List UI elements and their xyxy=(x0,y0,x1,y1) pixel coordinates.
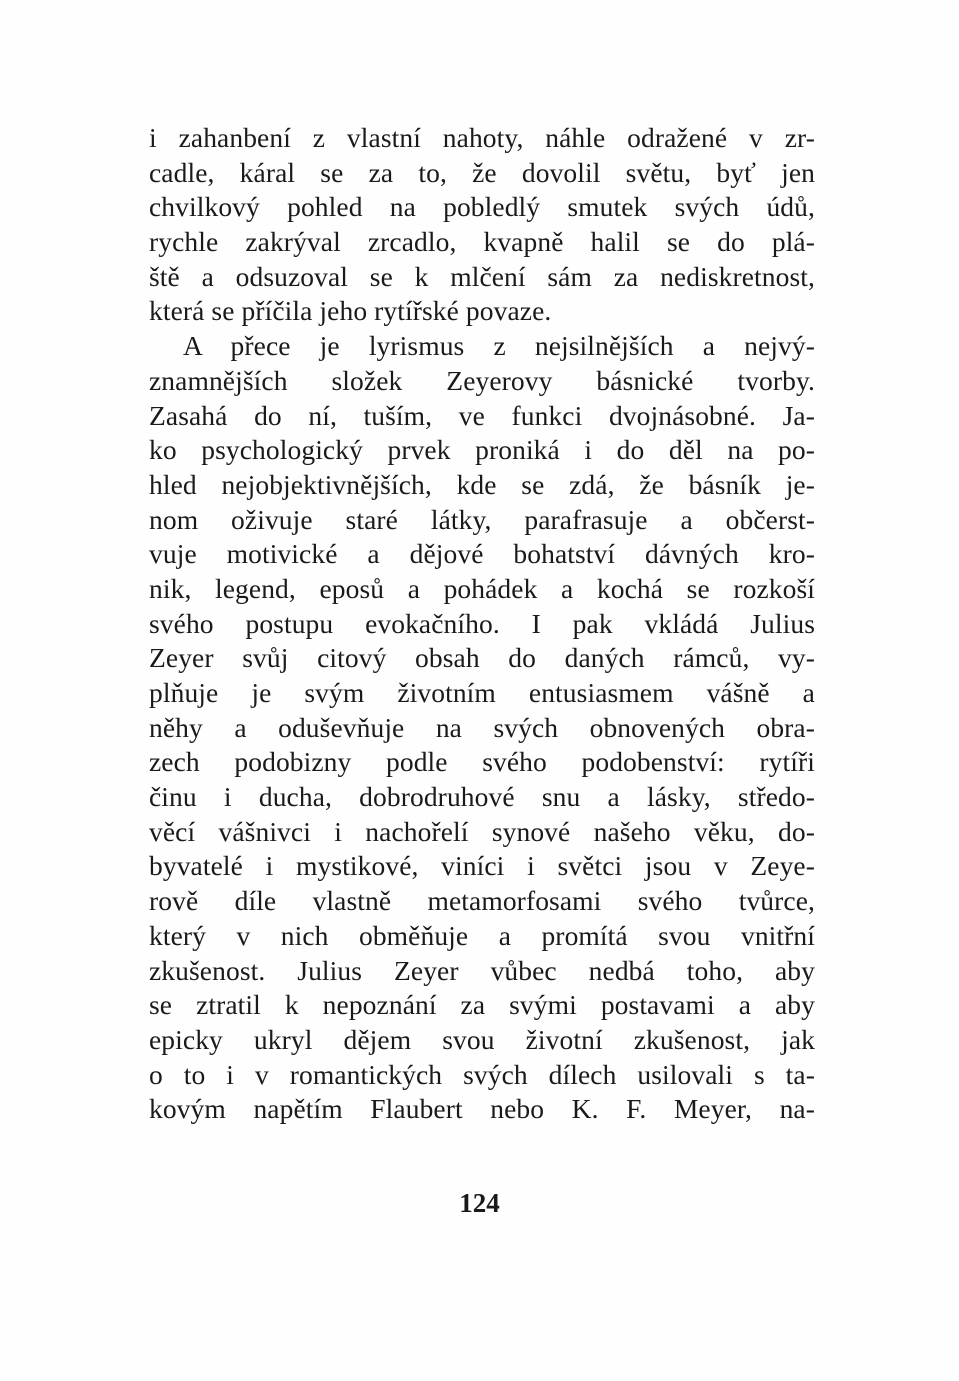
text-line: který v nich obměňuje a promítá svou vnitřní xyxy=(149,919,815,951)
text-line: rově díle vlastně metamorfosami svého tvůrce, xyxy=(149,885,815,917)
page-number: 124 xyxy=(459,1188,500,1218)
text-line: epicky ukryl dějem svou životní zkušenost, jak xyxy=(149,1023,815,1055)
text-line: o to i v romantických svých dílech usilovali s ta- xyxy=(149,1058,815,1090)
text-line: byvatelé i mystikové, viníci i světci jsou v Zeye- xyxy=(149,850,815,882)
text-line: zech podobizny podle svého podobenství: rytíři xyxy=(149,746,815,778)
text-line: se ztratil k nepoznání za svými postavami a aby xyxy=(149,989,815,1021)
text-line: ště a odsuzoval se k mlčení sám za nediskretnost, xyxy=(149,260,815,292)
paragraph-start-line: A přece je lyrismus z nejsilnějších a nejvý- xyxy=(183,330,815,362)
text-line: věcí vášnivci i nachořelí synové našeho věku, do- xyxy=(149,815,815,847)
text-line: znamnějších složek Zeyerovy básnické tvorby. xyxy=(149,364,815,396)
text-line: nom oživuje staré látky, parafrasuje a občerst- xyxy=(149,503,815,535)
text-line: činu i ducha, dobrodruhové snu a lásky, středo- xyxy=(149,781,815,813)
text-line: vuje motivické a dějové bohatství dávných kro- xyxy=(149,538,815,570)
text-line: ko psychologický prvek proniká i do děl na po- xyxy=(149,434,815,466)
text-line: i zahanbení z vlastní nahoty, náhle odražené v zr- xyxy=(149,122,815,153)
text-line: chvilkový pohled na pobledlý smutek svých údů, xyxy=(149,191,815,223)
text-line: zkušenost. Julius Zeyer vůbec nedbá toho, aby xyxy=(149,954,815,986)
body-text xyxy=(149,121,815,1127)
text-line: Zasahá do ní, tuším, ve funkci dvojnásobné. Ja- xyxy=(149,399,815,431)
text-line: Zeyer svůj citový obsah do daných rámců, vy- xyxy=(149,642,815,674)
text-line: která se příčila jeho rytířské povaze. xyxy=(149,295,552,327)
text-line: plňuje je svým životním entusiasmem vášně a xyxy=(149,677,815,708)
text-line: nik, legend, eposů a pohádek a kochá se rozkoší xyxy=(149,572,815,604)
text-line: něhy a oduševňuje na svých obnovených obra- xyxy=(149,711,815,743)
text-line: kovým napětím Flaubert nebo K. F. Meyer, na- xyxy=(149,1093,815,1125)
text-line: svého postupu evokačního. I pak vkládá Julius xyxy=(149,607,815,639)
text-line: hled nejobjektivnějších, kde se zdá, že básník je- xyxy=(149,468,815,500)
text-line: rychle zakrýval zrcadlo, kvapně halil se do plá- xyxy=(149,226,815,258)
text-line: cadle, káral se za to, že dovolil světu, byť jen xyxy=(149,156,815,188)
